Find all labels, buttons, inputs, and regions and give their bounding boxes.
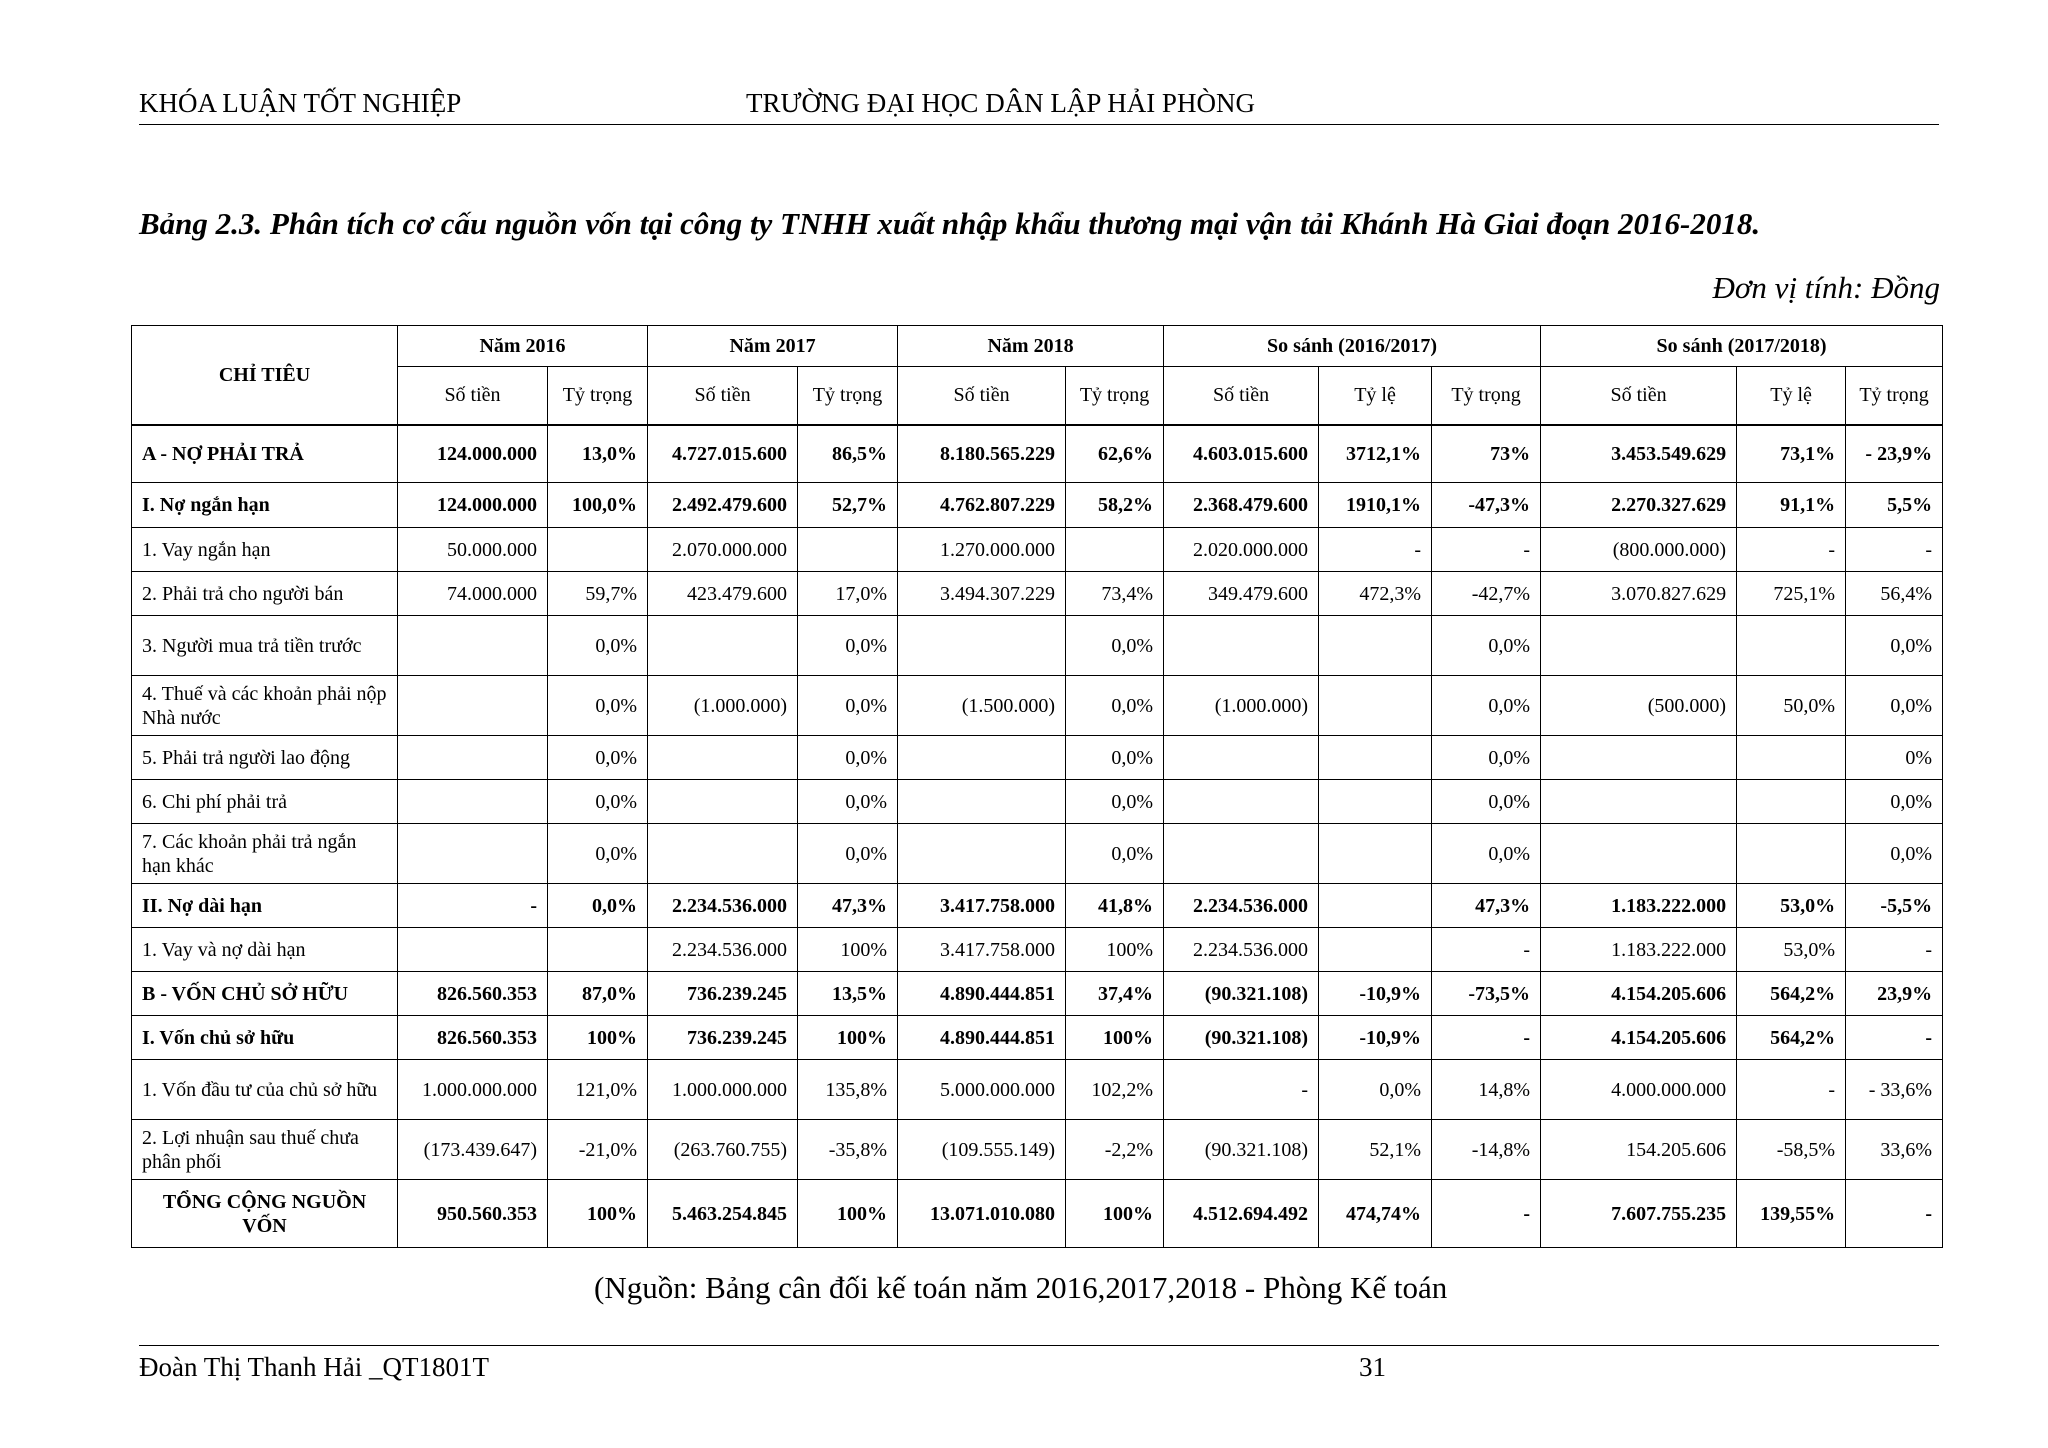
table-cell bbox=[1164, 780, 1319, 824]
table-cell: 0,0% bbox=[548, 780, 648, 824]
table-cell bbox=[1319, 736, 1432, 780]
table-cell: 2.270.327.629 bbox=[1541, 483, 1737, 528]
table-cell: (263.760.755) bbox=[648, 1120, 798, 1180]
table-cell bbox=[648, 736, 798, 780]
table-cell: (90.321.108) bbox=[1164, 972, 1319, 1016]
table-cell: 4.727.015.600 bbox=[648, 425, 798, 483]
header-ty-trong: Tỷ trọng bbox=[798, 367, 898, 425]
table-cell: (800.000.000) bbox=[1541, 528, 1737, 572]
page-number: 31 bbox=[1359, 1352, 1386, 1382]
table-cell: 100% bbox=[548, 1016, 648, 1060]
table-cell: 564,2% bbox=[1737, 972, 1846, 1016]
table-cell: -14,8% bbox=[1432, 1120, 1541, 1180]
table-cell: 0,0% bbox=[1432, 824, 1541, 884]
table-cell bbox=[1737, 824, 1846, 884]
table-cell: 47,3% bbox=[798, 884, 898, 928]
table-cell: 0,0% bbox=[1432, 736, 1541, 780]
table-cell: 52,1% bbox=[1319, 1120, 1432, 1180]
table-row bbox=[132, 884, 1943, 928]
table-cell: 4.000.000.000 bbox=[1541, 1060, 1737, 1120]
header-ty-trong: Tỷ trọng bbox=[548, 367, 648, 425]
row-label: 4. Thuế và các khoản phải nộp Nhà nước bbox=[132, 676, 398, 736]
table-cell: -47,3% bbox=[1432, 483, 1541, 528]
table-cell bbox=[648, 616, 798, 676]
table-cell: 13,0% bbox=[548, 425, 648, 483]
table-cell: 100% bbox=[798, 1180, 898, 1248]
table-cell: 1910,1% bbox=[1319, 483, 1432, 528]
table-cell: - bbox=[1432, 1180, 1541, 1248]
header-so-tien: Số tiền bbox=[398, 367, 548, 425]
table-cell bbox=[898, 780, 1066, 824]
table-cell: (90.321.108) bbox=[1164, 1120, 1319, 1180]
table-cell: 7.607.755.235 bbox=[1541, 1180, 1737, 1248]
table-cell: 950.560.353 bbox=[398, 1180, 548, 1248]
table-cell: (1.000.000) bbox=[648, 676, 798, 736]
header-chi-tieu: CHỈ TIÊU bbox=[132, 326, 398, 425]
table-cell: 0,0% bbox=[1432, 780, 1541, 824]
table-row bbox=[132, 972, 1943, 1016]
table-cell: 472,3% bbox=[1319, 572, 1432, 616]
table-cell: 736.239.245 bbox=[648, 972, 798, 1016]
table-cell: 5.000.000.000 bbox=[898, 1060, 1066, 1120]
table-cell: 2.492.479.600 bbox=[648, 483, 798, 528]
row-label: I. Nợ ngắn hạn bbox=[132, 483, 398, 528]
table-cell: - bbox=[398, 884, 548, 928]
table-row bbox=[132, 824, 1943, 884]
table-cell: 0,0% bbox=[1846, 780, 1943, 824]
table-cell: 0,0% bbox=[548, 824, 648, 884]
table-cell: 62,6% bbox=[1066, 425, 1164, 483]
table-cell: - bbox=[1846, 1180, 1943, 1248]
table-cell: 3712,1% bbox=[1319, 425, 1432, 483]
table-cell: - bbox=[1846, 1016, 1943, 1060]
header-so-tien: Số tiền bbox=[898, 367, 1066, 425]
table-cell: - bbox=[1432, 1016, 1541, 1060]
header-so-tien: Số tiền bbox=[648, 367, 798, 425]
header-so-tien: Số tiền bbox=[1164, 367, 1319, 425]
table-cell: 102,2% bbox=[1066, 1060, 1164, 1120]
table-cell: 56,4% bbox=[1846, 572, 1943, 616]
table-cell bbox=[398, 824, 548, 884]
table-cell: -5,5% bbox=[1846, 884, 1943, 928]
table-cell: 59,7% bbox=[548, 572, 648, 616]
table-title: Bảng 2.3. Phân tích cơ cấu nguồn vốn tại công ty TNHH xuất nhập khẩu thương mại vận tải Khánh Hà Giai đoạn 2016-2018. bbox=[139, 206, 1761, 241]
table-cell bbox=[898, 616, 1066, 676]
row-label: 7. Các khoản phải trả ngắn hạn khác bbox=[132, 824, 398, 884]
header-so-sanh-2017-2018: So sánh (2017/2018) bbox=[1541, 326, 1943, 367]
table-cell: 2.234.536.000 bbox=[648, 928, 798, 972]
table-cell: - 23,9% bbox=[1846, 425, 1943, 483]
table-cell: 5,5% bbox=[1846, 483, 1943, 528]
table-body bbox=[132, 425, 1943, 1248]
table-cell bbox=[648, 780, 798, 824]
table-row bbox=[132, 676, 1943, 736]
table-cell: 0,0% bbox=[1319, 1060, 1432, 1120]
table-row bbox=[132, 483, 1943, 528]
table-cell bbox=[1164, 736, 1319, 780]
row-label: 1. Vốn đầu tư của chủ sở hữu bbox=[132, 1060, 398, 1120]
table-cell bbox=[1541, 780, 1737, 824]
header-row-sub bbox=[132, 367, 1943, 425]
page-header bbox=[139, 88, 1939, 125]
table-cell: 23,9% bbox=[1846, 972, 1943, 1016]
table-cell: 1.183.222.000 bbox=[1541, 884, 1737, 928]
header-university-name: TRƯỜNG ĐẠI HỌC DÂN LẬP HẢI PHÒNG bbox=[746, 88, 1255, 118]
row-label: TỔNG CỘNG NGUỒN VỐN bbox=[132, 1180, 398, 1248]
header-ty-le: Tỷ lệ bbox=[1737, 367, 1846, 425]
table-row bbox=[132, 425, 1943, 483]
row-label: 1. Vay và nợ dài hạn bbox=[132, 928, 398, 972]
header-ty-trong: Tỷ trọng bbox=[1432, 367, 1541, 425]
table-cell: - bbox=[1432, 928, 1541, 972]
table-cell bbox=[1541, 824, 1737, 884]
header-so-sanh-2016-2017: So sánh (2016/2017) bbox=[1164, 326, 1541, 367]
table-cell bbox=[398, 736, 548, 780]
table-cell: -2,2% bbox=[1066, 1120, 1164, 1180]
table-cell: 50.000.000 bbox=[398, 528, 548, 572]
table-cell bbox=[1541, 736, 1737, 780]
table-cell: 0,0% bbox=[1066, 736, 1164, 780]
table-cell: 86,5% bbox=[798, 425, 898, 483]
table-cell bbox=[1066, 528, 1164, 572]
table-cell: (1.500.000) bbox=[898, 676, 1066, 736]
table-cell: 3.453.549.629 bbox=[1541, 425, 1737, 483]
table-cell: - 33,6% bbox=[1846, 1060, 1943, 1120]
table-cell: 0,0% bbox=[1432, 616, 1541, 676]
table-cell: 4.512.694.492 bbox=[1164, 1180, 1319, 1248]
table-cell: 0,0% bbox=[798, 780, 898, 824]
table-cell: 0,0% bbox=[548, 616, 648, 676]
table-cell: 52,7% bbox=[798, 483, 898, 528]
table-cell: 53,0% bbox=[1737, 884, 1846, 928]
row-label: 1. Vay ngắn hạn bbox=[132, 528, 398, 572]
table-cell: 2.234.536.000 bbox=[648, 884, 798, 928]
table-cell: 0,0% bbox=[798, 676, 898, 736]
table-cell bbox=[1737, 616, 1846, 676]
table-cell: 33,6% bbox=[1846, 1120, 1943, 1180]
table-cell: 2.020.000.000 bbox=[1164, 528, 1319, 572]
table-cell: 13.071.010.080 bbox=[898, 1180, 1066, 1248]
table-cell bbox=[398, 676, 548, 736]
table-cell: 73% bbox=[1432, 425, 1541, 483]
table-cell: 73,1% bbox=[1737, 425, 1846, 483]
table-cell: 0% bbox=[1846, 736, 1943, 780]
table-cell: -10,9% bbox=[1319, 972, 1432, 1016]
table-cell bbox=[398, 928, 548, 972]
table-cell: 100,0% bbox=[548, 483, 648, 528]
table-cell: -10,9% bbox=[1319, 1016, 1432, 1060]
table-cell: 87,0% bbox=[548, 972, 648, 1016]
table-cell: 124.000.000 bbox=[398, 425, 548, 483]
row-label: B - VỐN CHỦ SỞ HỮU bbox=[132, 972, 398, 1016]
table-cell bbox=[1319, 884, 1432, 928]
table-cell bbox=[1737, 780, 1846, 824]
table-row bbox=[132, 1016, 1943, 1060]
table-cell bbox=[548, 928, 648, 972]
table-cell: 17,0% bbox=[798, 572, 898, 616]
table-cell: 139,55% bbox=[1737, 1180, 1846, 1248]
table-cell: 0,0% bbox=[798, 616, 898, 676]
table-cell bbox=[648, 824, 798, 884]
table-cell: 124.000.000 bbox=[398, 483, 548, 528]
table-cell: 4.154.205.606 bbox=[1541, 972, 1737, 1016]
table-cell: 53,0% bbox=[1737, 928, 1846, 972]
row-label: II. Nợ dài hạn bbox=[132, 884, 398, 928]
table-cell: 8.180.565.229 bbox=[898, 425, 1066, 483]
table-cell bbox=[1164, 824, 1319, 884]
page-footer bbox=[139, 1345, 1939, 1386]
table-cell: 13,5% bbox=[798, 972, 898, 1016]
table-cell: 1.183.222.000 bbox=[1541, 928, 1737, 972]
table-cell: (500.000) bbox=[1541, 676, 1737, 736]
table-cell bbox=[1319, 616, 1432, 676]
table-cell bbox=[898, 824, 1066, 884]
table-row bbox=[132, 736, 1943, 780]
table-cell: 0,0% bbox=[1432, 676, 1541, 736]
table-cell: -73,5% bbox=[1432, 972, 1541, 1016]
table-cell: 1.000.000.000 bbox=[648, 1060, 798, 1120]
table-cell: -21,0% bbox=[548, 1120, 648, 1180]
table-cell bbox=[1737, 736, 1846, 780]
footer-author: Đoàn Thị Thanh Hải _QT1801T bbox=[139, 1352, 489, 1382]
table-cell bbox=[1164, 616, 1319, 676]
table-cell: 121,0% bbox=[548, 1060, 648, 1120]
table-cell bbox=[1319, 676, 1432, 736]
table-cell: 3.417.758.000 bbox=[898, 928, 1066, 972]
table-cell: 2.234.536.000 bbox=[1164, 928, 1319, 972]
table-cell: 2.368.479.600 bbox=[1164, 483, 1319, 528]
table-row bbox=[132, 1060, 1943, 1120]
table-cell: 0,0% bbox=[548, 676, 648, 736]
table-cell: 826.560.353 bbox=[398, 972, 548, 1016]
table-cell: -35,8% bbox=[798, 1120, 898, 1180]
table-cell: 0,0% bbox=[798, 824, 898, 884]
table-cell: - bbox=[1846, 928, 1943, 972]
table-cell: - bbox=[1319, 528, 1432, 572]
table-cell: 0,0% bbox=[1846, 676, 1943, 736]
table-cell bbox=[898, 736, 1066, 780]
table-cell: 349.479.600 bbox=[1164, 572, 1319, 616]
table-cell: (1.000.000) bbox=[1164, 676, 1319, 736]
table-cell bbox=[398, 780, 548, 824]
table-cell: (173.439.647) bbox=[398, 1120, 548, 1180]
header-ty-le: Tỷ lệ bbox=[1319, 367, 1432, 425]
table-cell: - bbox=[1846, 528, 1943, 572]
header-ty-trong: Tỷ trọng bbox=[1066, 367, 1164, 425]
row-label: A - NỢ PHẢI TRẢ bbox=[132, 425, 398, 483]
table-cell: 4.890.444.851 bbox=[898, 1016, 1066, 1060]
source-note: (Nguồn: Bảng cân đối kế toán năm 2016,2017,2018 - Phòng Kế toán bbox=[594, 1270, 1448, 1305]
table-cell: 4.762.807.229 bbox=[898, 483, 1066, 528]
table-cell: - bbox=[1737, 528, 1846, 572]
table-cell bbox=[1541, 616, 1737, 676]
table-row bbox=[132, 572, 1943, 616]
table-cell: 725,1% bbox=[1737, 572, 1846, 616]
table-cell: 100% bbox=[1066, 1180, 1164, 1248]
capital-structure-table bbox=[131, 325, 1943, 1248]
table-row bbox=[132, 1180, 1943, 1248]
table-cell: (109.555.149) bbox=[898, 1120, 1066, 1180]
table-cell bbox=[548, 528, 648, 572]
table-cell: - bbox=[1737, 1060, 1846, 1120]
table-cell bbox=[1319, 928, 1432, 972]
row-label: 6. Chi phí phải trả bbox=[132, 780, 398, 824]
table-cell: 2.234.536.000 bbox=[1164, 884, 1319, 928]
table-cell: 0,0% bbox=[548, 736, 648, 780]
table-cell: 474,74% bbox=[1319, 1180, 1432, 1248]
table-cell: 58,2% bbox=[1066, 483, 1164, 528]
table-cell: 37,4% bbox=[1066, 972, 1164, 1016]
table-cell: 135,8% bbox=[798, 1060, 898, 1120]
table-cell: 73,4% bbox=[1066, 572, 1164, 616]
header-nam-2018: Năm 2018 bbox=[898, 326, 1164, 367]
row-label: 2. Lợi nhuận sau thuế chưa phân phối bbox=[132, 1120, 398, 1180]
table-cell: 50,0% bbox=[1737, 676, 1846, 736]
unit-label: Đơn vị tính: Đồng bbox=[1712, 270, 1940, 305]
table-cell: -42,7% bbox=[1432, 572, 1541, 616]
table-cell: 3.417.758.000 bbox=[898, 884, 1066, 928]
row-label: 5. Phải trả người lao động bbox=[132, 736, 398, 780]
table-row bbox=[132, 928, 1943, 972]
table-cell: 0,0% bbox=[798, 736, 898, 780]
table-cell: 564,2% bbox=[1737, 1016, 1846, 1060]
table-cell: 4.603.015.600 bbox=[1164, 425, 1319, 483]
table-cell: 100% bbox=[548, 1180, 648, 1248]
table-cell: 4.154.205.606 bbox=[1541, 1016, 1737, 1060]
table-cell: 736.239.245 bbox=[648, 1016, 798, 1060]
header-so-tien: Số tiền bbox=[1541, 367, 1737, 425]
row-label: 2. Phải trả cho người bán bbox=[132, 572, 398, 616]
table-cell: 41,8% bbox=[1066, 884, 1164, 928]
table-cell: 14,8% bbox=[1432, 1060, 1541, 1120]
table-row bbox=[132, 1120, 1943, 1180]
table-cell: 5.463.254.845 bbox=[648, 1180, 798, 1248]
table-cell: - bbox=[1432, 528, 1541, 572]
table-cell: 3.070.827.629 bbox=[1541, 572, 1737, 616]
table-cell: 826.560.353 bbox=[398, 1016, 548, 1060]
row-label: I. Vốn chủ sở hữu bbox=[132, 1016, 398, 1060]
table-cell: 0,0% bbox=[1066, 780, 1164, 824]
table-cell: 0,0% bbox=[1066, 824, 1164, 884]
table-cell bbox=[798, 528, 898, 572]
table-cell bbox=[1319, 780, 1432, 824]
table-cell: -58,5% bbox=[1737, 1120, 1846, 1180]
table-row bbox=[132, 616, 1943, 676]
table-cell: 100% bbox=[1066, 928, 1164, 972]
table-cell: 91,1% bbox=[1737, 483, 1846, 528]
table-cell: 423.479.600 bbox=[648, 572, 798, 616]
table-row bbox=[132, 780, 1943, 824]
table-cell: 1.270.000.000 bbox=[898, 528, 1066, 572]
table-cell: 100% bbox=[798, 928, 898, 972]
header-ty-trong: Tỷ trọng bbox=[1846, 367, 1943, 425]
table-cell: 0,0% bbox=[548, 884, 648, 928]
table-cell: (90.321.108) bbox=[1164, 1016, 1319, 1060]
table-cell: 0,0% bbox=[1846, 824, 1943, 884]
header-thesis-label: KHÓA LUẬN TỐT NGHIỆP bbox=[139, 88, 462, 118]
table-cell: 74.000.000 bbox=[398, 572, 548, 616]
header-nam-2017: Năm 2017 bbox=[648, 326, 898, 367]
table-cell: 0,0% bbox=[1846, 616, 1943, 676]
table-cell: 2.070.000.000 bbox=[648, 528, 798, 572]
table-cell: 3.494.307.229 bbox=[898, 572, 1066, 616]
table-cell: 100% bbox=[798, 1016, 898, 1060]
row-label: 3. Người mua trả tiền trước bbox=[132, 616, 398, 676]
table-cell: 47,3% bbox=[1432, 884, 1541, 928]
header-nam-2016: Năm 2016 bbox=[398, 326, 648, 367]
table-cell: 154.205.606 bbox=[1541, 1120, 1737, 1180]
table-row bbox=[132, 528, 1943, 572]
table-cell bbox=[1319, 824, 1432, 884]
table-cell: 0,0% bbox=[1066, 676, 1164, 736]
table-cell: 1.000.000.000 bbox=[398, 1060, 548, 1120]
table-cell: 4.890.444.851 bbox=[898, 972, 1066, 1016]
table-cell: 0,0% bbox=[1066, 616, 1164, 676]
table-cell bbox=[398, 616, 548, 676]
table-cell: 100% bbox=[1066, 1016, 1164, 1060]
table-cell: - bbox=[1164, 1060, 1319, 1120]
header-row-groups bbox=[132, 326, 1943, 367]
